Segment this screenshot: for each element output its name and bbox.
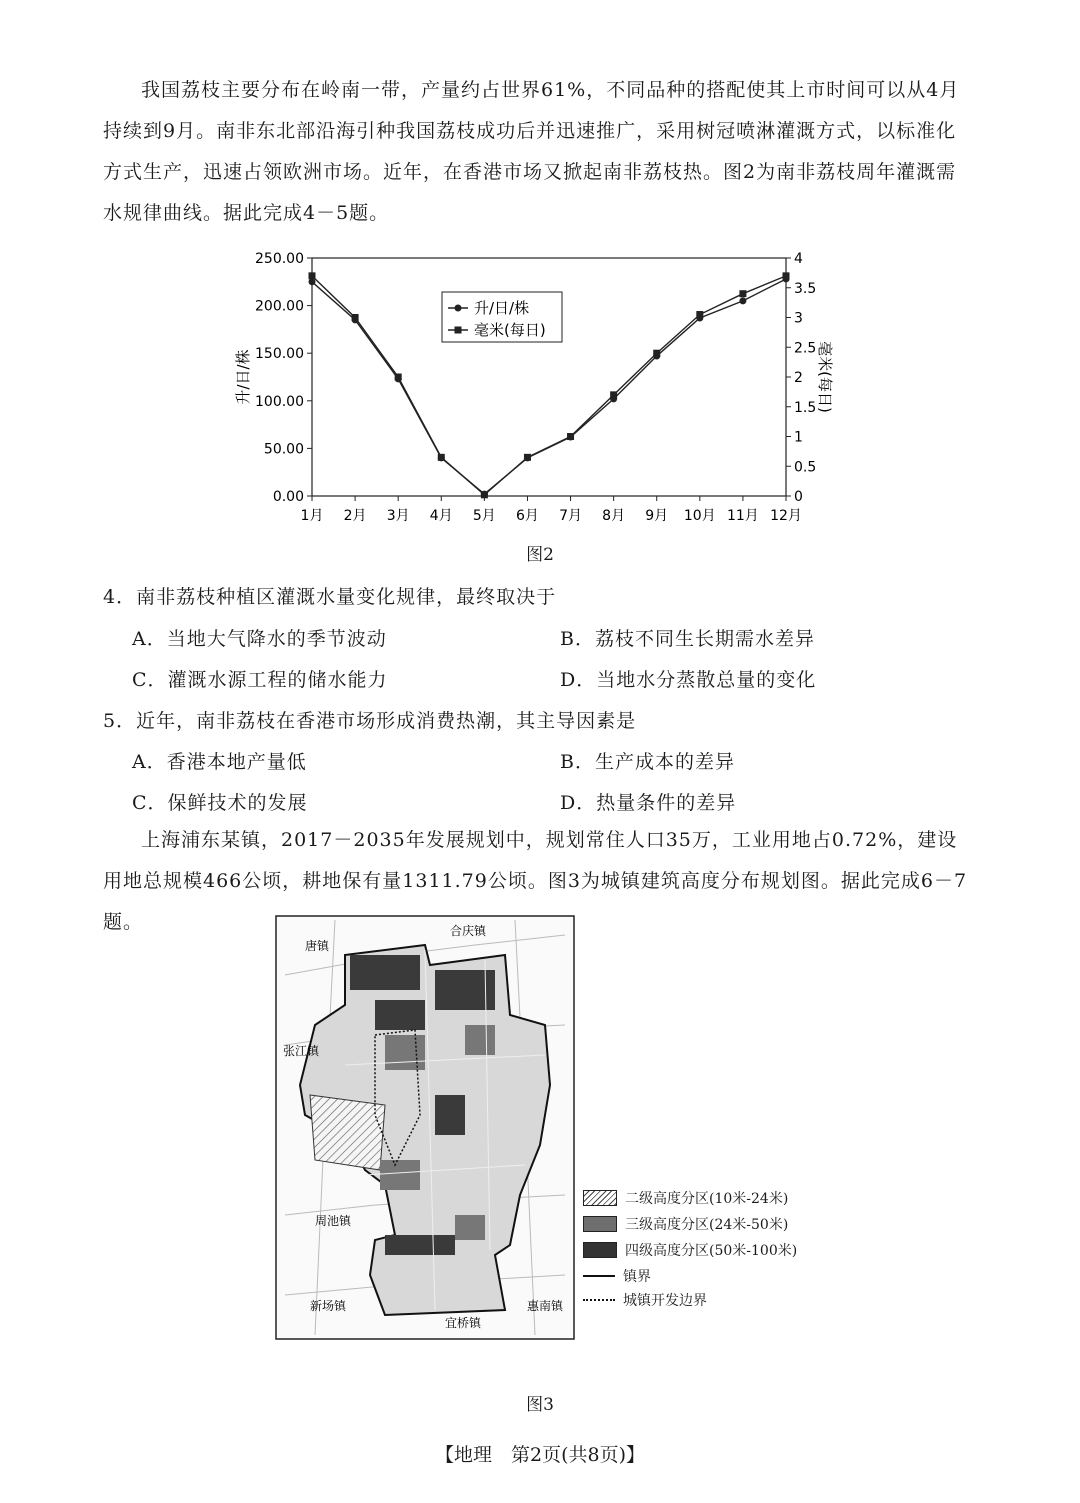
- series-point-1: [352, 314, 359, 321]
- label-heqing: 合庆镇: [450, 924, 487, 938]
- y-left-tick-label: 50.00: [263, 441, 304, 458]
- label-xinyang: 新场镇: [310, 1299, 347, 1313]
- question-4-option-a[interactable]: A．当地大气降水的季节波动: [132, 628, 387, 650]
- chart-svg: [220, 240, 834, 530]
- legend-level4: [583, 1240, 797, 1260]
- town-height-map: [275, 915, 575, 1340]
- label-zhouchi: 周池镇: [315, 1214, 352, 1228]
- question-4-stem: 4．南非荔枝种植区灌溉水量变化规律，最终取决于: [103, 586, 557, 608]
- question-5-stem: 5．近年，南非荔枝在香港市场形成消费热潮，其主导因素是: [103, 710, 637, 732]
- series-point-1: [438, 454, 445, 461]
- x-tick-label: 12月: [770, 508, 802, 524]
- series-point-1: [481, 491, 488, 498]
- legend-swatch-line: [583, 1275, 615, 1277]
- legend-swatch-mid: [583, 1216, 617, 1232]
- legend-level2: [583, 1188, 788, 1208]
- question-4-option-d[interactable]: D．当地水分蒸散总量的变化: [560, 669, 817, 691]
- irrigation-chart: [220, 240, 834, 530]
- question-5-option-a[interactable]: A．香港本地产量低: [132, 751, 307, 773]
- y-right-axis-label: 毫米(每日): [816, 341, 834, 413]
- x-tick-label: 11月: [726, 508, 759, 524]
- x-tick-label: 5月: [472, 508, 496, 524]
- x-tick-label: 4月: [429, 508, 453, 524]
- y-left-tick-label: 0.00: [272, 489, 304, 505]
- y-right-tick-label: 4: [794, 251, 803, 267]
- question-4-option-c[interactable]: C．灌溉水源工程的储水能力: [132, 669, 388, 691]
- series-point-1: [696, 311, 703, 318]
- series-point-1: [524, 454, 531, 461]
- legend-swatch-dark: [583, 1242, 617, 1258]
- question-5-option-b[interactable]: B．生产成本的差异: [560, 751, 735, 773]
- y-left-tick-label: 250.00: [255, 251, 304, 267]
- y-left-tick-label: 200.00: [255, 298, 304, 315]
- x-tick-label: 7月: [559, 508, 583, 524]
- y-right-tick-label: 0.5: [794, 459, 817, 476]
- intro-paragraph-2: 上海浦东某镇，2017－2035年发展规划中，规划常住人口35万，工业用地占0.72%，建设用地总规模466公顷，耕地保有量1311.79公顷。图3为城镇建筑高度分布规划图。据此完成6－7题。: [103, 829, 968, 933]
- map-svg: [275, 915, 575, 1340]
- series-point-1: [567, 433, 574, 440]
- label-yiqiao: 宜桥镇: [445, 1316, 482, 1330]
- figure-3-caption: 图3: [526, 1395, 554, 1415]
- legend-dev-boundary: [583, 1290, 707, 1310]
- series-point-1: [610, 391, 617, 398]
- series-point-1: [653, 350, 660, 357]
- legend-marker: [455, 305, 462, 312]
- x-tick-label: 8月: [602, 508, 626, 524]
- page-footer: 【地理 第2页(共8页)】: [434, 1444, 645, 1466]
- y-right-tick-label: 3: [794, 310, 803, 327]
- series-point-1: [395, 374, 402, 381]
- x-tick-label: 3月: [386, 508, 410, 524]
- series-point-1: [739, 290, 746, 297]
- legend-label: 毫米(每日): [474, 321, 546, 339]
- x-tick-label: 6月: [515, 508, 539, 524]
- x-tick-label: 2月: [343, 508, 367, 524]
- x-tick-label: 1月: [300, 508, 324, 524]
- legend-label-level4: 四级高度分区(50米-100米): [625, 1243, 798, 1259]
- question-5-option-d[interactable]: D．热量条件的差异: [560, 792, 737, 814]
- y-right-tick-label: 0: [794, 489, 803, 505]
- legend-label-boundary: 镇界: [623, 1269, 651, 1285]
- legend-label-level2: 二级高度分区(10米-24米): [625, 1191, 789, 1207]
- level2-zone: [310, 1095, 385, 1170]
- legend-label-dev-boundary: 城镇开发边界: [623, 1293, 707, 1309]
- legend-swatch-hatch: [583, 1190, 617, 1206]
- y-right-tick-label: 1.5: [794, 399, 817, 416]
- series-point-0: [739, 297, 746, 304]
- legend-marker: [455, 327, 462, 334]
- question-5-option-c[interactable]: C．保鲜技术的发展: [132, 792, 308, 814]
- legend-level3: [583, 1214, 788, 1234]
- y-right-tick-label: 3.5: [794, 280, 817, 297]
- figure-2-caption: 图2: [526, 545, 554, 565]
- y-left-tick-label: 150.00: [255, 346, 304, 363]
- label-huinan: 惠南镇: [527, 1299, 564, 1313]
- y-right-tick-label: 2: [794, 370, 803, 386]
- series-point-1: [783, 272, 790, 279]
- x-tick-label: 10月: [683, 508, 716, 524]
- y-right-tick-label: 2.5: [794, 340, 817, 357]
- legend-label-level3: 三级高度分区(24米-50米): [625, 1217, 789, 1233]
- label-tang: 唐镇: [305, 939, 330, 953]
- y-left-tick-label: 100.00: [255, 393, 304, 410]
- x-tick-label: 9月: [645, 508, 669, 524]
- legend-boundary: [583, 1266, 651, 1286]
- label-zhangjiang: 张江镇: [283, 1044, 320, 1058]
- question-4-option-b[interactable]: B．荔枝不同生长期需水差异: [560, 628, 815, 650]
- y-left-axis-label: 升/日/株: [234, 349, 252, 405]
- intro-paragraph-1: 我国荔枝主要分布在岭南一带，产量约占世界61%，不同品种的搭配使其上市时间可以从4月持续到9月。南非东北部沿海引种我国荔枝成功后并迅速推广，采用树冠喷淋灌溉方式，以标准化方式生产，迅速占领欧洲市场。近年，在香港市场又掀起南非荔枝热。图2为南非荔枝周年灌溉需水规律曲线。据此完成4－5题。: [103, 79, 960, 224]
- series-point-1: [309, 272, 316, 279]
- legend-label: 升/日/株: [474, 299, 530, 317]
- y-right-tick-label: 1: [794, 429, 803, 446]
- legend-swatch-dots: [583, 1299, 615, 1301]
